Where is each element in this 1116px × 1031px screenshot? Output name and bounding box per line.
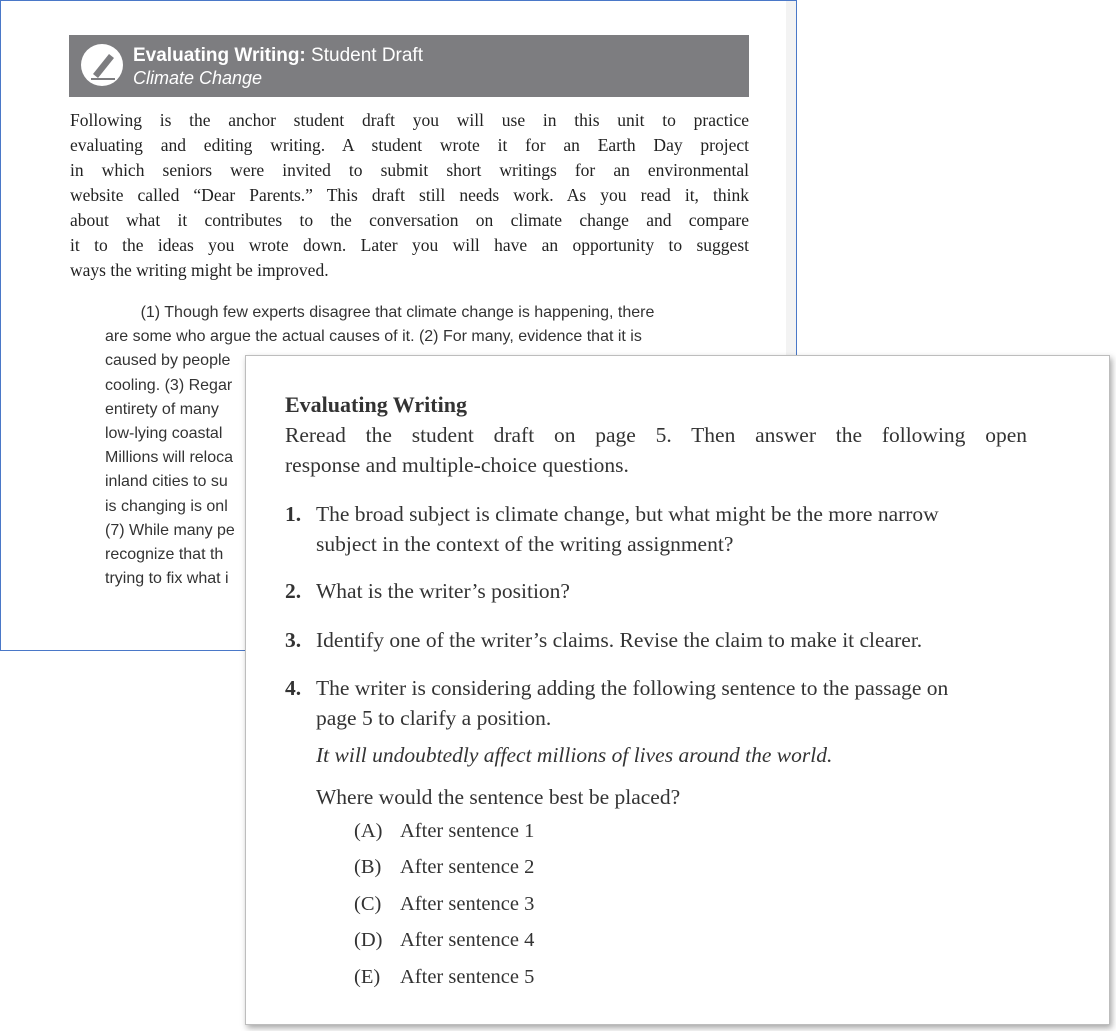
option-text: After sentence 2 [400, 856, 535, 878]
option-letter: (C) [354, 893, 382, 915]
question-2 [285, 576, 570, 606]
intro-line: about what it contributes to the conversation on climate change and compare [70, 210, 749, 230]
question-number: 2. [285, 579, 302, 603]
option-text: After sentence 1 [400, 820, 535, 842]
draft-line: is changing is onl [105, 497, 228, 515]
instruction-line: Reread the student draft on page 5. Then answer the following open [285, 423, 1027, 447]
intro-line: Following is the anchor student draft you will use in this unit to practice [70, 110, 749, 130]
question-text: The writer is considering adding the following sentence to the passage on [316, 676, 949, 700]
draft-line: (7) While many pe [105, 521, 235, 539]
intro-line: it to the ideas you wrote down. Later you will have an opportunity to suggest [70, 235, 749, 255]
option-text: After sentence 3 [400, 893, 535, 915]
option-text: After sentence 5 [400, 966, 535, 988]
draft-line: cooling. (3) Regar [105, 376, 233, 394]
question-3 [285, 625, 922, 655]
draft-line: entirety of many [105, 400, 219, 418]
question-text: What is the writer’s position? [316, 579, 570, 603]
banner-subtitle: Climate Change [133, 68, 263, 88]
option-b[interactable] [354, 856, 534, 879]
section-heading: Evaluating Writing [285, 392, 467, 417]
draft-line: caused by people [105, 352, 231, 370]
option-letter: (A) [354, 820, 383, 842]
draft-line: are some who argue the actual causes of it. (2) For many, evidence that it is [105, 328, 642, 346]
pencil-icon [81, 44, 123, 86]
question-text: The broad subject is climate change, but what might be the more narrow [316, 502, 939, 526]
question-prompt: Where would the sentence best be placed? [316, 785, 681, 809]
option-letter: (B) [354, 856, 382, 878]
questions-page [245, 355, 1110, 1025]
question-text: page 5 to clarify a position. [316, 706, 552, 730]
draft-line: Millions will reloca [105, 449, 234, 467]
draft-line: inland cities to su [105, 473, 228, 491]
option-c[interactable] [354, 893, 534, 916]
section-banner [69, 35, 749, 97]
instructions [285, 420, 1027, 480]
option-text: After sentence 4 [400, 929, 535, 951]
banner-title: Evaluating Writing: Student Draft [133, 45, 423, 66]
question-number: 1. [285, 502, 302, 526]
quoted-sentence: It will undoubtedly affect millions of lives around the world. [316, 743, 833, 767]
question-4 [285, 673, 948, 812]
question-text: subject in the context of the writing assignment? [316, 532, 734, 556]
draft-line: low-lying coastal [105, 425, 223, 443]
question-number: 4. [285, 676, 302, 700]
intro-paragraph [70, 108, 749, 283]
intro-line: website called “Dear Parents.” This draft still needs work. As you read it, think [70, 185, 749, 205]
option-letter: (D) [354, 929, 383, 951]
intro-line: evaluating and editing writing. A student wrote it for an Earth Day project [70, 135, 749, 155]
intro-line: ways the writing might be improved. [70, 260, 329, 280]
intro-line: in which seniors were invited to submit short writings for an environmental [70, 160, 749, 180]
option-a[interactable] [354, 820, 534, 843]
option-e[interactable] [354, 966, 534, 989]
option-letter: (E) [354, 966, 381, 988]
draft-line: trying to fix what i [105, 570, 229, 588]
draft-line: recognize that th [105, 546, 224, 564]
draft-line: (1) Though few experts disagree that climate change is happening, there [105, 304, 655, 321]
question-text: Identify one of the writer’s claims. Revise the claim to make it clearer. [316, 628, 923, 652]
instruction-line: response and multiple-choice questions. [285, 453, 629, 477]
question-number: 3. [285, 628, 302, 652]
question-1 [285, 499, 939, 559]
option-d[interactable] [354, 929, 534, 952]
